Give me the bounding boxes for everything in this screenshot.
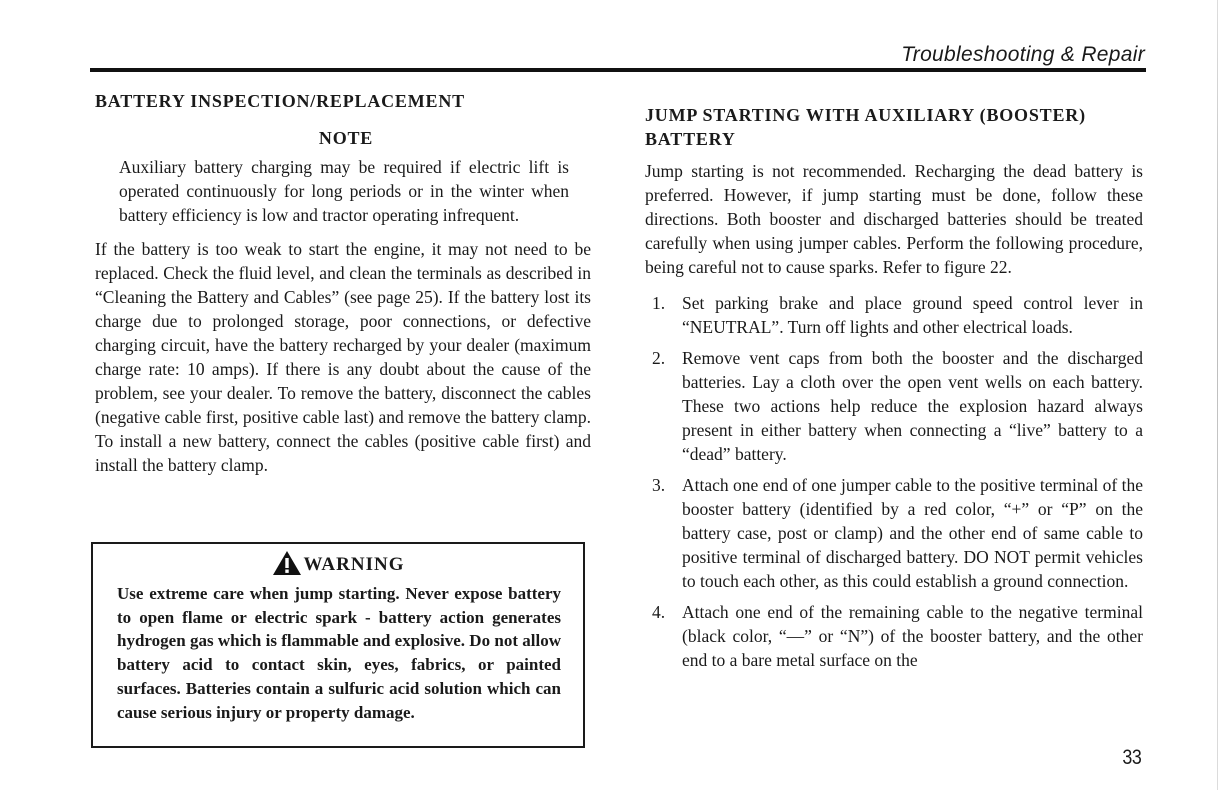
list-item [645, 291, 1143, 339]
battery-inspection-paragraph: If the battery is too weak to start the engine, it may not need to be replaced. Check the fluid level, and clean the terminals as described in “Cleaning the Battery and Cables” (see page 25). If the battery lost its charge due to prolonged storage, poor connections, or defective charging circuit, have the battery recharged by your dealer (maximum charge rate: 10 amps). If there is any doubt about the cause of the problem, see your dealer. To remove the battery, disconnect the cables (negative cable first, positive cable last) and remove the battery clamp. To install a new battery, connect the cables (positive cable first) and install the battery clamp. [95, 239, 591, 475]
header-rule [90, 68, 1146, 72]
step-number: 2. [652, 348, 666, 368]
list-item [645, 346, 1143, 466]
step-text: Attach one end of one jumper cable to the positive terminal of the booster battery (identified by a red color, “+” or “P” on the battery case, post or clamp) and the other end of same cable to positive terminal of discharged battery. DO NOT permit vehicles to touch each other, as this could establish a ground connection. [682, 475, 1143, 591]
warning-body: Use extreme care when jump starting. Never expose battery to open flame or electric spark - battery action generates hydrogen gas which is flammable and explosive. Do not allow battery acid to contact skin, eyes, fabrics, or painted surfaces. Batteries contain a sulfuric acid solution which can cause serious injury or property damage. [117, 584, 561, 722]
section-heading-battery-inspection: BATTERY INSPECTION/REPLACEMENT [95, 91, 465, 111]
running-header: Troubleshooting & Repair [901, 43, 1145, 66]
warning-title-row [93, 550, 583, 582]
jump-start-intro: Jump starting is not recommended. Recharging the dead battery is preferred. However, if jump starting must be done, follow these directions. Both booster and discharged batteries should be treated carefully when using jumper cables. Perform the following procedure, being careful not to cause sparks. Refer to figure 22. [645, 161, 1143, 277]
left-column [95, 89, 591, 477]
step-number: 1. [652, 293, 666, 313]
section-heading-jump-starting: JUMP STARTING WITH AUXILIARY (BOOSTER) BATTERY [645, 105, 1086, 149]
warning-triangle-icon [272, 550, 302, 582]
warning-box [91, 542, 585, 748]
step-text: Remove vent caps from both the booster and the discharged batteries. Lay a cloth over the open vent wells on each battery. These two actions help reduce the explosion hazard always present in either battery when connecting a “live” battery to a “dead” battery. [682, 348, 1143, 464]
right-column [645, 103, 1143, 679]
page-number: 33 [1121, 746, 1141, 769]
list-item [645, 600, 1143, 672]
step-text: Attach one end of the remaining cable to the negative terminal (black color, “—” or “N”) of the booster battery, and the other end to a bare metal surface on the [682, 602, 1143, 670]
note-body: Auxiliary battery charging may be required if electric lift is operated continuously for long periods or in the winter when battery efficiency is low and tractor operating infrequent. [119, 157, 569, 225]
step-number: 4. [652, 602, 666, 622]
step-number: 3. [652, 475, 666, 495]
step-text: Set parking brake and place ground speed control lever in “NEUTRAL”. Turn off lights and other electrical loads. [682, 293, 1143, 337]
warning-title: WARNING [303, 554, 405, 575]
scan-edge [1217, 0, 1218, 790]
list-item [645, 473, 1143, 593]
note-title: NOTE [318, 128, 374, 148]
jump-start-steps [645, 291, 1143, 672]
